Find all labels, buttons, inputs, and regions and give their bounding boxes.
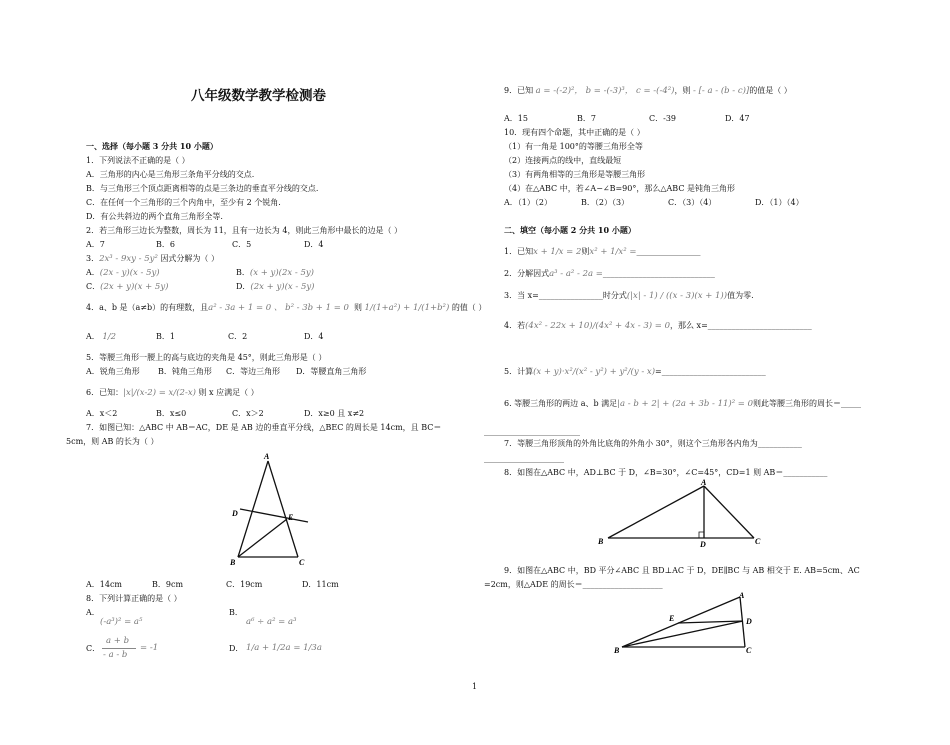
f6-answer-blank-2[interactable]: ________________________ (484, 427, 580, 436)
f9-label-d: D (746, 617, 752, 626)
f5-answer-blank[interactable]: __________________________ (661, 367, 766, 376)
f8-label-b: B (598, 537, 604, 546)
q5-option-b: B．钝角三角形 (158, 367, 212, 376)
q4-stem: 4．a、b 是（a≠b）的有理数，且a² - 3a + 1 = 0 、 b² - 3b + 1 = 0 (86, 303, 349, 313)
q10-statement-1: （1）有一角是 100°的等腰三角形全等 (504, 142, 643, 151)
q8-option-c-fraction-bar (102, 648, 136, 649)
q7-option-b: B．9cm (152, 580, 184, 589)
q4-condition: a² - 3a + 1 = 0 、 b² - 3b + 1 = 0 (208, 303, 349, 313)
q7-label-d: D (232, 509, 238, 518)
f8-label-c: C (755, 537, 761, 546)
q1-option-d: D．有公共斜边的两个直角三角形全等. (86, 212, 223, 221)
q7-triangle-figure (228, 450, 358, 580)
q2-option-a: A．7 (86, 240, 105, 249)
q7-label-b: B (230, 558, 236, 567)
q1-stem: 1．下列说法不正确的是（ ） (86, 156, 190, 165)
q6-option-d: D．x≥0 且 x≠2 (304, 409, 365, 418)
f8-label-a: A (701, 478, 707, 487)
f5-line: 5．计算(x + y)·x²/(x² - y²) + y²/(y - x)=__________________________ (504, 367, 766, 377)
q6-option-c: C．x＞2 (232, 409, 264, 418)
q10-option-a: A．（1）（2） (504, 198, 552, 207)
f9-answer-blank[interactable]: ____________________ (582, 580, 663, 589)
q8-option-d-label: D． (229, 644, 244, 653)
q9-expression-2: - [- a - (b - c)] (693, 86, 750, 96)
f8-right-angle-mark (699, 532, 704, 538)
f1-line: 1．已知x + 1/x = 2则x² + 1/x² =________________ (504, 247, 701, 257)
q3-number: 3． (86, 254, 100, 263)
f4-answer-blank[interactable]: __________________________ (707, 321, 812, 330)
q7-label-e: E (288, 513, 294, 522)
q7-label-c: C (299, 558, 305, 567)
q2-stem: 2．若三角形三边长为整数，周长为 11，且有一边长为 4，则此三角形中最长的边是（ ） (86, 226, 402, 235)
q3-option-d: D．(2x + y)(x - 5y) (236, 282, 315, 292)
q8-option-d: 1/a + 1/2a = 1/3a (246, 643, 322, 653)
q9-option-a: A．15 (504, 114, 528, 123)
q7-line1: 7．如图已知：△ABC 中 AB＝AC，DE 是 AB 边的垂直平分线，△BEC 的周长是 14cm，且 BC＝ (86, 423, 442, 432)
q8-option-c-numerator: a + b (106, 636, 130, 646)
q3-tail: 因式分解为（ ） (160, 254, 219, 263)
page-number: 1 (472, 682, 478, 691)
q5-stem: 5．等腰三角形一腰上的高与底边的夹角是 45°，则此三角形是（ ） (86, 353, 327, 362)
q4-expression: 1/(1+a²) + 1/(1+b²) (364, 303, 450, 313)
f9-line2: =2cm，则△ADE 的周长＝____________________ (484, 580, 663, 589)
q8-option-c-label: C． (86, 644, 101, 653)
q10-statement-3: （3）有两角相等的三角形是等腰三角形 (504, 170, 646, 179)
f9-bisector-bd (622, 621, 743, 647)
q10-statement-2: （2）连接两点的线中，直线最短 (504, 156, 622, 165)
q7-option-a: A．14cm (86, 580, 123, 589)
f7-answer-blank[interactable]: ___________ (757, 439, 802, 448)
q9-stem: 9．已知 a = -(-2)²， b = -(-3)³， c = -(-4²)，则 - [- a - (b - c)]的值是（ ） (504, 86, 792, 96)
f9-triangle-figure (612, 590, 762, 656)
q7-line2: 5cm，则 AB 的长为（ ） (66, 437, 159, 446)
q9-expression: a = -(-2)²， b = -(-3)³， c = -(-4²) (535, 86, 675, 96)
q8-stem: 8．下列计算正确的是（ ） (86, 594, 182, 603)
q8-option-b: a⁶ ÷ a² = a³ (246, 617, 297, 627)
q10-statement-4: （4）在△ABC 中，若∠A−∠B=90°，那么△ABC 是钝角三角形 (504, 184, 735, 193)
f9-line1: 9．如图在△ABC 中，BD 平分∠ABC 且 BD⊥AC 于 D，DE∥BC 与 AB 相交于 E. AB=5cm、AC (504, 566, 860, 575)
q8-option-c-tail: = -1 (140, 643, 159, 653)
q4-option-c: C．2 (228, 332, 248, 341)
f8-line: 8．如图在△ABC 中，AD⊥BC 于 D，∠B=30°，∠C=45°，CD=1 则 AB＝___________ (504, 468, 828, 477)
q2-option-d: D．4 (304, 240, 324, 249)
q6-option-b: B．x≤0 (156, 409, 187, 418)
q7-label-a: A (264, 452, 270, 461)
q8-option-c-denominator: - a - b (103, 650, 128, 660)
q3-expression: 2x³ - 9xy - 5y² (99, 254, 158, 264)
f6-answer-blank[interactable]: _____ (841, 399, 862, 408)
q7-segment-be (238, 519, 287, 557)
q8-option-a-label: A． (86, 608, 100, 617)
q9-option-c: C．-39 (649, 114, 677, 123)
page-title: 八年级数学教学检测卷 (191, 88, 326, 104)
f8-label-d: D (700, 540, 706, 548)
f8-side-ab (608, 486, 704, 538)
q4-option-b: B．1 (156, 332, 175, 341)
q4-option-a: A． 1/2 (86, 332, 117, 342)
f8-side-ac (704, 486, 754, 538)
q4-option-d: D．4 (304, 332, 324, 341)
q3-option-b: B．(x + y)(2x - 5y) (236, 268, 314, 278)
q1-option-c: C．在任何一个三角形的三个内角中，至少有 2 个锐角. (86, 198, 281, 207)
q9-option-d: D．47 (725, 114, 750, 123)
q10-option-b: B．（2）（3） (581, 198, 630, 207)
q5-option-d: D．等腰直角三角形 (296, 367, 367, 376)
f8-triangle-figure (596, 478, 766, 548)
q8-option-a: (-a³)² = a⁵ (100, 617, 143, 627)
q7-option-c: C．19cm (226, 580, 263, 589)
f2-answer-blank[interactable]: ____________________________ (602, 269, 715, 278)
q7-option-d: D．11cm (302, 580, 339, 589)
f9-label-b: B (614, 646, 620, 655)
f6-line: 6. 等腰三角形的两边 a、b 满足|a - b + 2| + (2a + 3b - 11)² = 0则此等腰三角形的周长＝_____ (504, 399, 862, 409)
q5-option-c: C．等边三角形 (226, 367, 281, 376)
f9-label-c: C (746, 646, 752, 655)
f8-answer-blank[interactable]: ___________ (783, 468, 828, 477)
q7-side-ac (268, 461, 298, 557)
f9-label-a: A (739, 591, 745, 600)
f3-line: 3．当 x=________________时分式(|x| - 1) / ((x - 3)(x + 1))值为零. (504, 291, 754, 301)
q4-then: 则 1/(1+a²) + 1/(1+b²) 的值（ ） (354, 303, 487, 313)
section1-heading: 一、选择（每小题 3 分共 10 小题） (86, 141, 218, 151)
q1-option-b: B．与三角形三个顶点距离相等的点是三条边的垂直平分线的交点. (86, 184, 319, 193)
q6-expression: |x|/(x-2) = x/(2-x) (123, 388, 196, 398)
section2-heading: 二、填空（每小题 2 分共 10 小题） (504, 225, 636, 235)
f3-answer-blank[interactable]: ________________ (538, 291, 603, 300)
q2-option-c: C．5 (232, 240, 252, 249)
q3-stem (86, 253, 219, 265)
q1-option-a: A．三角形的内心是三角形三条角平分线的交点. (86, 170, 255, 179)
q6-stem: 6．已知：|x|/(x-2) = x/(2-x) 则 x 应满足（ ） (86, 388, 259, 398)
q10-option-d: D．（1）（4） (755, 198, 804, 207)
f7-answer-blank-2[interactable]: ____________________ (484, 454, 564, 463)
q3-option-c: C．(2x + y)(x + 5y) (86, 282, 169, 292)
q2-option-b: B．6 (156, 240, 175, 249)
q8-option-b-label: B． (229, 608, 243, 617)
f1-answer-blank[interactable]: ________________ (636, 247, 701, 256)
f4-line: 4．若(4x² - 22x + 10)/(4x² + 4x - 3) = 0，那么 x=__________________________ (504, 321, 812, 331)
f9-label-e: E (669, 614, 675, 623)
q3-option-a: A．(2x - y)(x - 5y) (86, 268, 160, 278)
f7-line: 7．等腰三角形顶角的外角比底角的外角小 30°，则这个三角形各内角为___________ (504, 439, 802, 448)
q9-option-b: B．7 (577, 114, 596, 123)
q10-stem: 10．现有四个命题，其中正确的是（ ） (504, 128, 645, 137)
f2-line: 2．分解因式a³ - a² - 2a =____________________________ (504, 269, 715, 279)
q6-option-a: A．x＜2 (86, 409, 118, 418)
q10-option-c: C．（3）（4） (668, 198, 717, 207)
q5-option-a: A．锐角三角形 (86, 367, 140, 376)
